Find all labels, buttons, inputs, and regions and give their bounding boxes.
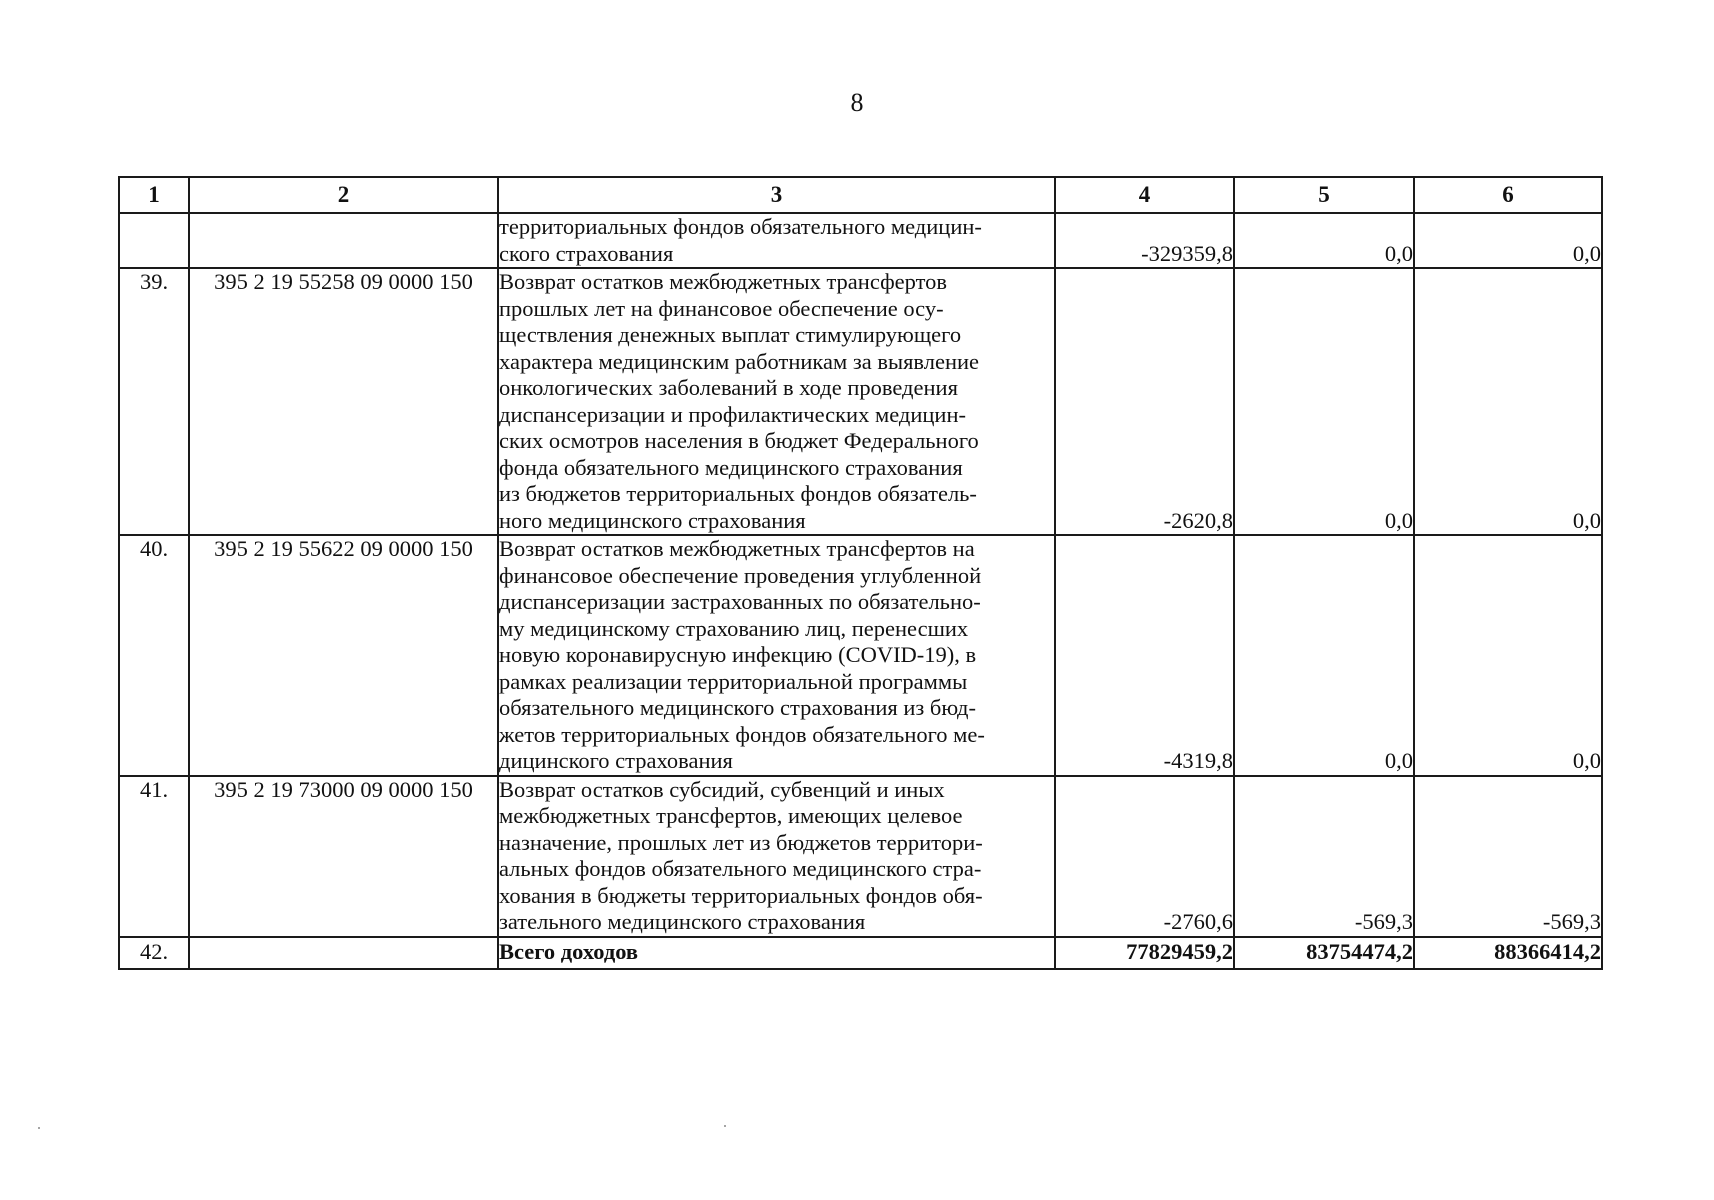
row-number: 41. <box>119 776 189 937</box>
table-row <box>119 776 1602 937</box>
description-line: фонда обязательного медицинского страхования <box>499 454 963 480</box>
description-line: диспансеризации застрахованных по обязательно- <box>499 589 981 614</box>
description-line: финансовое обеспечение проведения углубленной <box>499 562 982 588</box>
value-col-5: 0,0 <box>1234 535 1414 776</box>
row-description <box>498 535 1055 776</box>
description-line: диспансеризации и профилактических медицин- <box>499 401 966 427</box>
budget-code: 395 2 19 55622 09 0000 150 <box>189 535 498 776</box>
value-col-4: -4319,8 <box>1055 535 1234 776</box>
description-line: жетов территориальных фондов обязательного ме- <box>499 721 985 747</box>
column-header: 4 <box>1055 177 1234 213</box>
value-col-6: 0,0 <box>1414 535 1602 776</box>
row-description <box>498 213 1055 268</box>
total-label: Всего доходов <box>498 937 1055 969</box>
description-line: зательного медицинского страхования <box>499 909 866 934</box>
description-line: новую коронавирусную инфекцию (COVID-19), в <box>499 642 977 667</box>
column-header: 5 <box>1234 177 1414 213</box>
value-col-5: 0,0 <box>1234 213 1414 268</box>
budget-code <box>189 213 498 268</box>
value-col-5: -569,3 <box>1234 776 1414 937</box>
row-number: 40. <box>119 535 189 776</box>
budget-code: 395 2 19 55258 09 0000 150 <box>189 268 498 535</box>
value-col-5: 0,0 <box>1234 268 1414 535</box>
revenue-table <box>118 176 1603 970</box>
description-line: онкологических заболеваний в ходе проведения <box>499 375 958 400</box>
table-row <box>119 268 1602 535</box>
description-line: альных фондов обязательного медицинского стра- <box>499 856 982 881</box>
description-line: назначение, прошлых лет из бюджетов территори- <box>499 829 983 855</box>
description-line: из бюджетов территориальных фондов обязатель- <box>499 481 977 506</box>
value-col-4: -2620,8 <box>1055 268 1234 535</box>
description-line: прошлых лет на финансовое обеспечение осу- <box>499 295 944 321</box>
row-number: 39. <box>119 268 189 535</box>
description-line: межбюджетных трансфертов, имеющих целевое <box>499 803 963 828</box>
description-line: территориальных фондов обязательного медицин- <box>499 214 982 239</box>
description-line: Возврат остатков субсидий, субвенций и иных <box>499 776 945 802</box>
value-col-6: 0,0 <box>1414 213 1602 268</box>
value-col-6: 0,0 <box>1414 268 1602 535</box>
description-line: хования в бюджеты территориальных фондов обя- <box>499 882 983 908</box>
description-line: Возврат остатков межбюджетных трансфертов на <box>499 536 975 561</box>
description-line: обязательного медицинского страхования из бюд- <box>499 695 976 720</box>
value-col-4: -329359,8 <box>1055 213 1234 268</box>
description-line: ского страхования <box>499 240 674 266</box>
description-line: дицинского страхования <box>499 748 733 773</box>
scan-speck <box>38 1127 40 1129</box>
value-col-6: -569,3 <box>1414 776 1602 937</box>
total-col-6: 88366414,2 <box>1414 937 1602 969</box>
column-header: 6 <box>1414 177 1602 213</box>
budget-code <box>189 937 498 969</box>
value-col-4: -2760,6 <box>1055 776 1234 937</box>
total-col-4: 77829459,2 <box>1055 937 1234 969</box>
description-line: Возврат остатков межбюджетных трансфертов <box>499 269 948 294</box>
page-number: 8 <box>850 88 864 117</box>
column-header: 2 <box>189 177 498 213</box>
header-row <box>119 177 1602 213</box>
description-line: ществления денежных выплат стимулирующего <box>499 322 962 347</box>
row-description <box>498 268 1055 535</box>
column-header: 3 <box>498 177 1055 213</box>
column-header: 1 <box>119 177 189 213</box>
total-col-5: 83754474,2 <box>1234 937 1414 969</box>
table-row <box>119 535 1602 776</box>
description-line: ских осмотров населения в бюджет Федерального <box>499 428 979 453</box>
description-line: характера медицинским работникам за выявление <box>499 348 980 374</box>
scan-speck <box>724 1125 726 1127</box>
total-row <box>119 937 1602 969</box>
row-description <box>498 776 1055 937</box>
description-line: ного медицинского страхования <box>499 507 806 533</box>
table-row <box>119 213 1602 268</box>
description-line: му медицинскому страхованию лиц, перенесших <box>499 615 969 641</box>
row-number <box>119 213 189 268</box>
row-number: 42. <box>119 937 189 969</box>
budget-code: 395 2 19 73000 09 0000 150 <box>189 776 498 937</box>
description-line: рамках реализации территориальной программы <box>499 668 968 694</box>
